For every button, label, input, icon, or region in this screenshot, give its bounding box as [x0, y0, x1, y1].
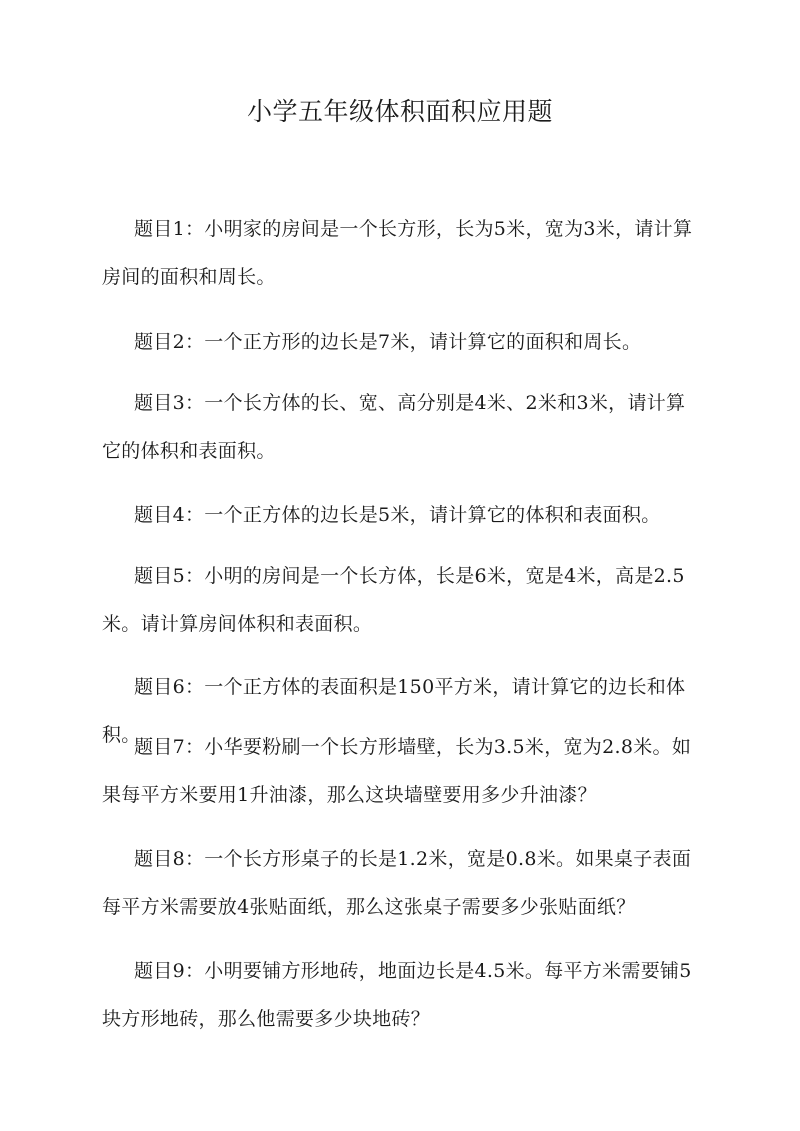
question-2: 题目2：一个正方形的边长是7米，请计算它的面积和周长。 — [134, 331, 642, 353]
question-9: 题目9：小明要铺方形地砖，地面边长是4.5米。每平方米需要铺5块方形地砖，那么他需要多少块地砖？ — [102, 960, 692, 1030]
question-4: 题目4：一个正方体的边长是5米，请计算它的体积和表面积。 — [134, 504, 661, 526]
question-1: 题目1：小明家的房间是一个长方形，长为5米，宽为3米，请计算房间的面积和周长。 — [102, 218, 693, 288]
question-8: 题目8：一个长方形桌子的长是1.2米，宽是0.8米。如果桌子表面每平方米需要放4张贴面纸，那么这张桌子需要多少张贴面纸？ — [102, 848, 692, 918]
question-7: 题目7：小华要粉刷一个长方形墙壁，长为3.5米，宽为2.8米。如果每平方米要用1升油漆，那么这块墙壁要用多少升油漆？ — [102, 736, 692, 806]
question-3: 题目3：一个长方体的长、宽、高分别是4米、2米和3米，请计算它的体积和表面积。 — [102, 392, 686, 462]
question-5: 题目5：小明的房间是一个长方体，长是6米，宽是4米，高是2.5米。请计算房间体积和表面积。 — [102, 565, 685, 635]
document-title: 小学五年级体积面积应用题 — [246, 97, 553, 126]
question-6: 题目6：一个正方体的表面积是150平方米，请计算它的边长和体积。 — [102, 676, 686, 746]
